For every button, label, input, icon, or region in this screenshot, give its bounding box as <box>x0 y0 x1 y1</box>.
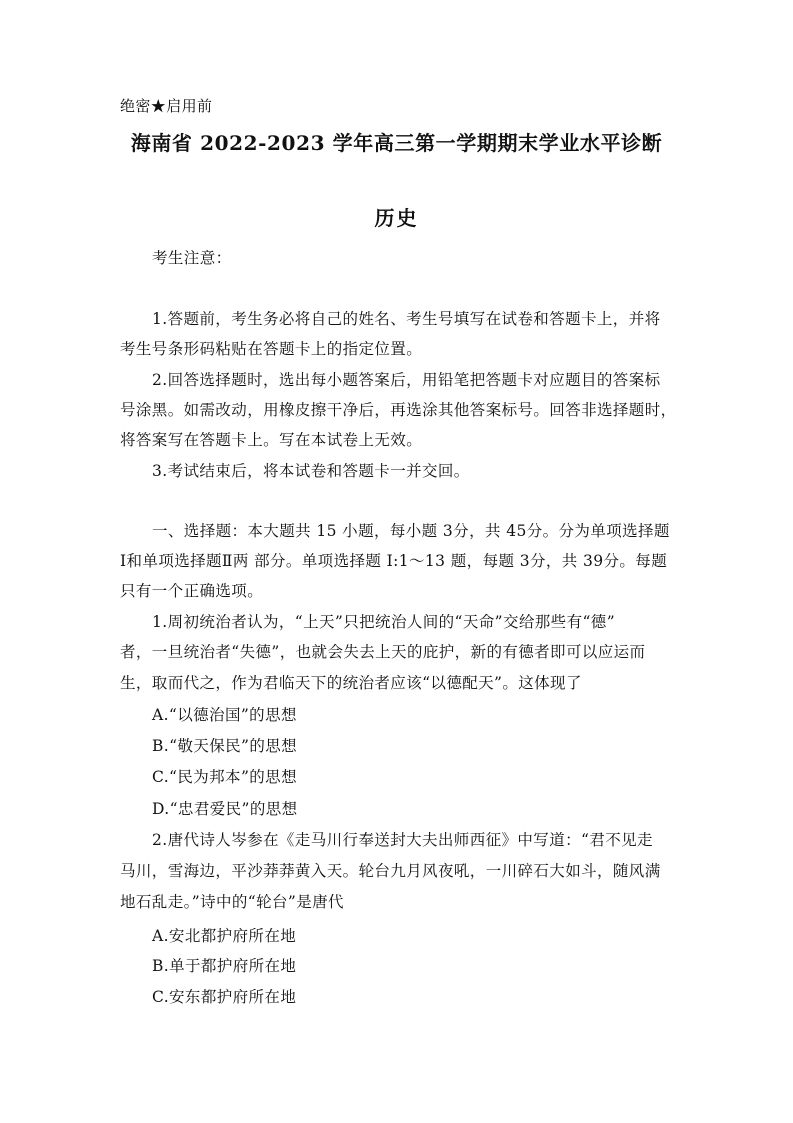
notice-line: 1.答题前，考生务必将自己的姓名、考生号填写在试卷和答题卡上，并将 <box>152 310 661 328</box>
option-c: C.安东都护府所在地 <box>152 988 297 1006</box>
option-b: B.“敬天保民”的思想 <box>152 737 298 755</box>
option-a: A.安北都护府所在地 <box>152 927 297 945</box>
section-line: I和单项选择题Ⅱ两 部分。单项选择题 I:1～13 题，每题 3分，共 39分。每题 <box>120 552 668 570</box>
question-stem-line: 地石乱走。”诗中的“轮台”是唐代 <box>120 893 344 911</box>
exam-title: 海南省 2022-2023 学年高三第一学期期末学业水平诊断 <box>130 131 663 155</box>
question-stem-line: 马川，雪海边，平沙莽莽黄入天。轮台九月风夜吼，一川碎石大如斗，随风满 <box>120 862 661 880</box>
notice-line: 号涂黑。如需改动，用橡皮擦干净后，再选涂其他答案标号。回答非选择题时， <box>120 401 677 419</box>
notice-line: 3.考试结束后，将本试卷和答题卡一并交回。 <box>152 462 470 480</box>
question-stem-line: 生，取而代之，作为君临天下的统治者应该“以德配天”。这体现了 <box>120 674 582 692</box>
secret-label: 绝密★启用前 <box>120 97 213 115</box>
notice-line: 2.回答选择题时，选出每小题答案后，用铅笔把答题卡对应题目的答案标 <box>152 371 661 389</box>
section-line: 只有一个正确选项。 <box>120 582 264 600</box>
option-c: C.“民为邦本”的思想 <box>152 768 297 786</box>
subject-title: 历史 <box>374 206 419 230</box>
notice-line: 考生号条形码粘贴在答题卡上的指定位置。 <box>120 340 423 358</box>
question-stem-line: 者，一旦统治者“失德”，也就会失去上天的庇护，新的有德者即可以应运而 <box>120 643 646 661</box>
option-b: B.单于都护府所在地 <box>152 957 297 975</box>
section-line: 一、选择题：本大题共 15 小题，每小题 3分，共 45分。分为单项选择题 <box>152 522 670 540</box>
option-d: D.“忠君爱民”的思想 <box>152 800 298 818</box>
question-stem-line: 1.周初统治者认为，“上天”只把统治人间的“天命”交给那些有“德” <box>152 613 616 631</box>
notice-heading: 考生注意： <box>152 249 232 267</box>
question-stem-line: 2.唐代诗人岑参在《走马川行奉送封大夫出师西征》中写道：“君不见走 <box>152 831 653 849</box>
option-a: A.“以德治国”的思想 <box>152 706 297 724</box>
notice-line: 将答案写在答题卡上。写在本试卷上无效。 <box>120 431 423 449</box>
